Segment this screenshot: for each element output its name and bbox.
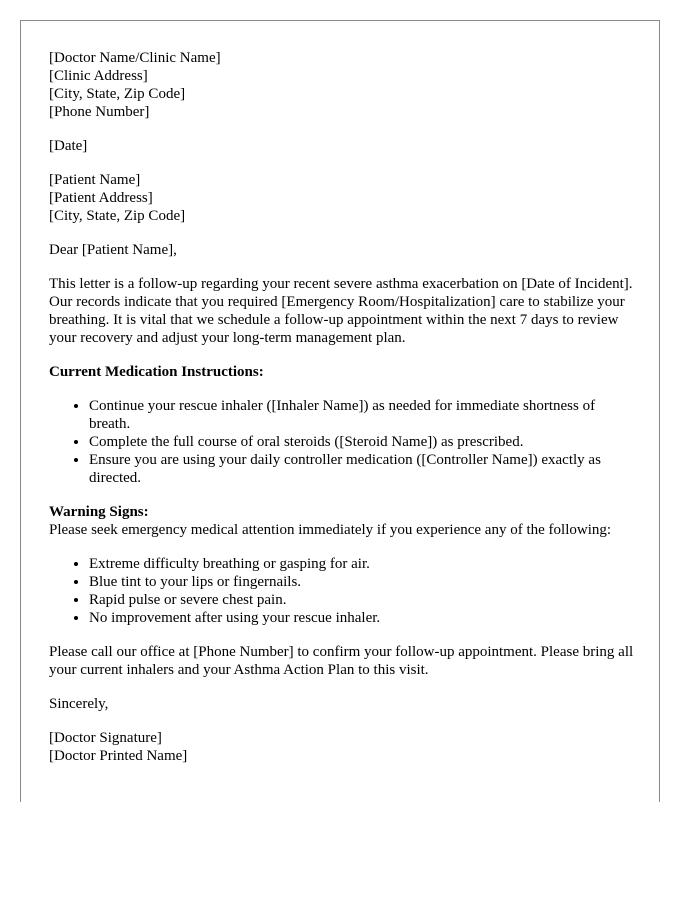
date-block xyxy=(49,137,639,155)
doctor-signature: [Doctor Signature] xyxy=(49,730,162,746)
warning-intro: Please seek emergency medical attention immediately if you experience any of the following: xyxy=(49,522,612,538)
recipient-city: [City, State, Zip Code] xyxy=(49,208,186,224)
recipient-name: [Patient Name] xyxy=(49,172,141,188)
medication-list xyxy=(49,397,639,487)
list-item: • Continue your rescue inhaler ([Inhaler Name]) as needed for immediate shortness of breath. xyxy=(89,397,639,433)
list-item: • Rapid pulse or severe chest pain. xyxy=(89,591,639,609)
doctor-printed-name: [Doctor Printed Name] xyxy=(49,748,188,764)
medication-heading: Current Medication Instructions: xyxy=(49,364,264,380)
letter-body xyxy=(49,49,639,781)
sender-name: [Doctor Name/Clinic Name] xyxy=(49,50,221,66)
sender-block xyxy=(49,49,639,121)
warning-heading: Warning Signs: xyxy=(49,504,149,520)
list-item: • Complete the full course of oral steroids ([Steroid Name]) as prescribed. xyxy=(89,433,639,451)
letter-date: [Date] xyxy=(49,138,88,154)
sender-city: [City, State, Zip Code] xyxy=(49,86,186,102)
letter-page xyxy=(20,20,660,802)
sender-phone: [Phone Number] xyxy=(49,104,150,120)
recipient-address: [Patient Address] xyxy=(49,190,153,206)
signature-block xyxy=(49,729,639,765)
list-item: • Extreme difficulty breathing or gasping for air. xyxy=(89,555,639,573)
closing-paragraph: Please call our office at [Phone Number] to confirm your follow-up appointment. Please bring all your current inhalers and your Asthma Action Plan to this visit. xyxy=(49,644,634,678)
signoff: Sincerely, xyxy=(49,696,109,712)
warning-list xyxy=(49,555,639,627)
sender-address: [Clinic Address] xyxy=(49,68,148,84)
intro-paragraph: This letter is a follow-up regarding your recent severe asthma exacerbation on [Date of Incident]. Our records indicate that you required [Emergency Room/Hospitalization] care to stabilize your breathing. It is vital that we schedule a follow-up appointment within the next 7 days to review your recovery and adjust your long-term management plan. xyxy=(49,276,633,346)
list-item: • Blue tint to your lips or fingernails. xyxy=(89,573,639,591)
salutation: Dear [Patient Name], xyxy=(49,242,177,258)
list-item: • Ensure you are using your daily controller medication ([Controller Name]) exactly as directed. xyxy=(89,451,639,487)
recipient-block xyxy=(49,171,639,225)
list-item: • No improvement after using your rescue inhaler. xyxy=(89,609,639,627)
